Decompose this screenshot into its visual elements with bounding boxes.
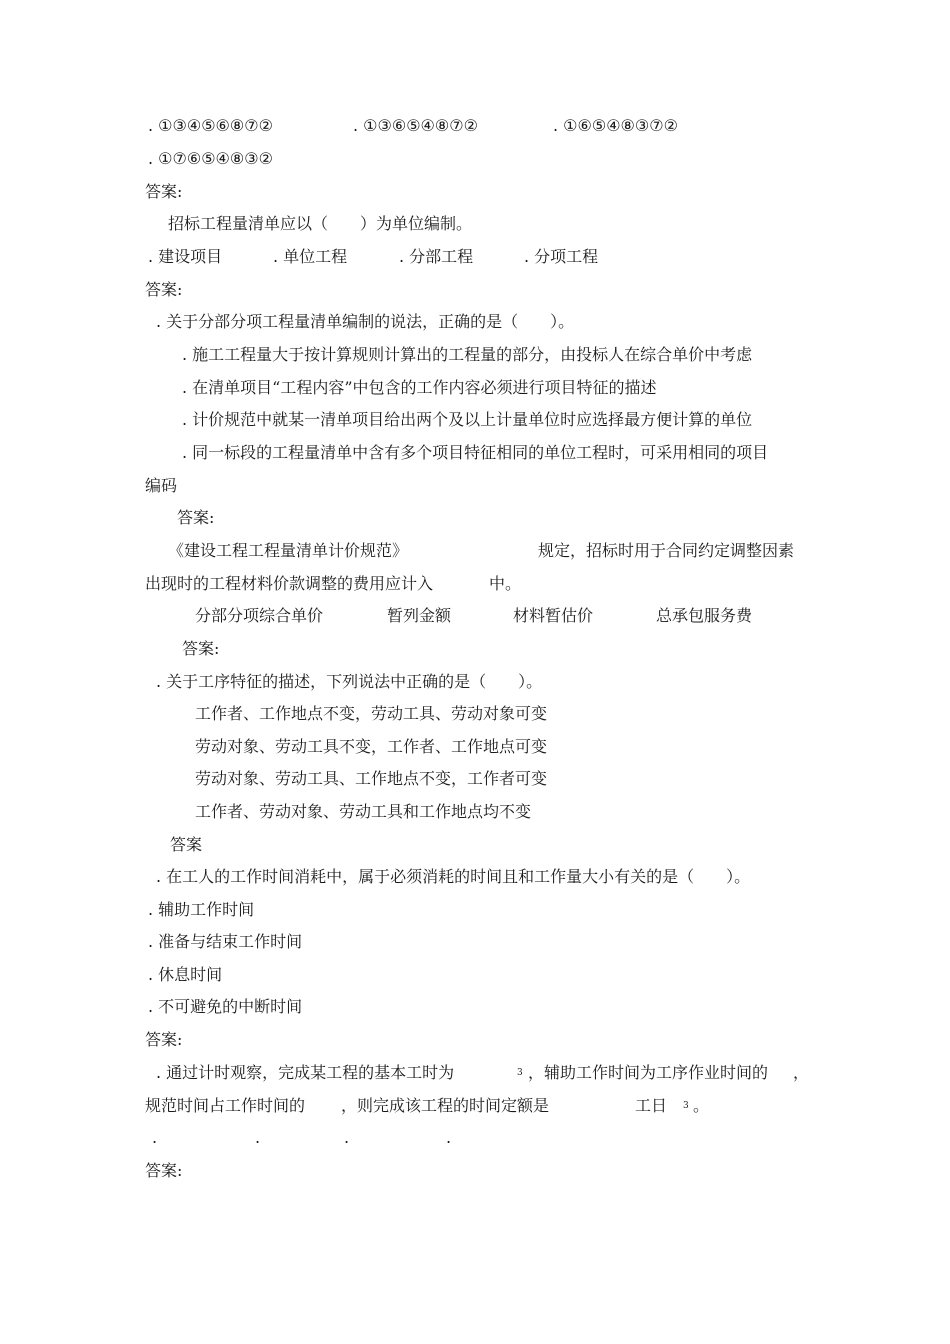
option-d: 总承包服务费 [656, 606, 753, 625]
option-c: . 休息时间 [148, 965, 223, 984]
option-a: . 施工工程量大于按计算规则计算出的工程量的部分，由投标人在综合单价中考虑 [182, 345, 753, 364]
option-b: 劳动对象、劳动工具不变，工作者、工作地点可变 [195, 737, 548, 756]
answer-label: 答案: [145, 1030, 183, 1049]
option-d: . 不可避免的中断时间 [148, 997, 303, 1016]
answer-label: 答案: [145, 280, 183, 299]
answer-label: 答案: [145, 182, 183, 201]
question-stem-part: . 通过计时观察，完成某工程的基本工时为 [156, 1063, 455, 1082]
option-a: . ①③④⑤⑥⑧⑦② [148, 116, 273, 135]
superscript-3: 3 [517, 1068, 523, 1078]
question-stem-part: 规范时间占工作时间的 [145, 1096, 306, 1115]
superscript [517, 1063, 523, 1086]
question-stem: 招标工程量清单应以（ ）为单位编制。 [168, 214, 473, 233]
question-stem-part: ，则完成该工程的时间定额是 [341, 1096, 550, 1115]
option-d-continued: 编码 [145, 476, 178, 495]
option-c: . ①⑥⑤④⑧③⑦② [553, 116, 678, 135]
superscript [683, 1096, 689, 1119]
question-stem: . 在工人的工作时间消耗中，属于必须消耗的时间且和工作量大小有关的是（ ）。 [156, 867, 751, 886]
option-d: . ①⑦⑥⑤④⑧③② [148, 149, 273, 168]
option-a: . [152, 1128, 158, 1147]
question-stem-part: 中。 [489, 574, 522, 593]
question-stem-part: 规定，招标时用于合同约定调整因素 [538, 541, 795, 560]
option-b: . 准备与结束工作时间 [148, 932, 303, 951]
question-stem-part: 出现时的工程材料价款调整的费用应计入 [145, 574, 434, 593]
question-stem-part: ， [793, 1063, 810, 1082]
option-c: . [344, 1128, 350, 1147]
question-stem-part: 《建设工程工程量清单计价规范》 [168, 541, 409, 560]
question-stem: . 关于分部分项工程量清单编制的说法，正确的是（ ）。 [156, 312, 575, 331]
answer-label: 答案: [177, 508, 215, 527]
option-b: . 在清单项目“工程内容”中包含的工作内容必须进行项目特征的描述 [182, 378, 657, 397]
option-d: . [446, 1128, 452, 1147]
option-a: 分部分项综合单价 [195, 606, 324, 625]
option-c: 材料暂估价 [513, 606, 594, 625]
option-d: 工作者、劳动对象、劳动工具和工作地点均不变 [195, 802, 532, 821]
question-stem-part: 。 [693, 1096, 710, 1115]
option-b: . [255, 1128, 261, 1147]
option-c: . 计价规范中就某一清单项目给出两个及以上计量单位时应选择最方便计算的单位 [182, 410, 753, 429]
question-stem-part: 工日 [635, 1096, 668, 1115]
answer-label: 答案: [182, 639, 220, 658]
superscript-3: 3 [683, 1101, 689, 1111]
option-a: 工作者、工作地点不变，劳动工具、劳动对象可变 [195, 704, 548, 723]
answer-label: 答案 [170, 835, 203, 854]
question-stem: . 关于工序特征的描述，下列说法中正确的是（ ）。 [156, 672, 543, 691]
option-c: 劳动对象、劳动工具、工作地点不变，工作者可变 [195, 769, 548, 788]
option-c: . 分部工程 [399, 247, 474, 266]
question-stem-part: ，辅助工作时间为工序作业时间的 [528, 1063, 769, 1082]
option-b: . 单位工程 [273, 247, 348, 266]
option-b: . ①③⑥⑤④⑧⑦② [353, 116, 478, 135]
option-d: . 同一标段的工程量清单中含有多个项目特征相同的单位工程时，可采用相同的项目 [182, 443, 769, 462]
option-a: . 辅助工作时间 [148, 900, 255, 919]
option-a: . 建设项目 [148, 247, 223, 266]
option-d: . 分项工程 [524, 247, 599, 266]
option-b: 暂列金额 [387, 606, 452, 625]
answer-label: 答案: [145, 1161, 183, 1180]
